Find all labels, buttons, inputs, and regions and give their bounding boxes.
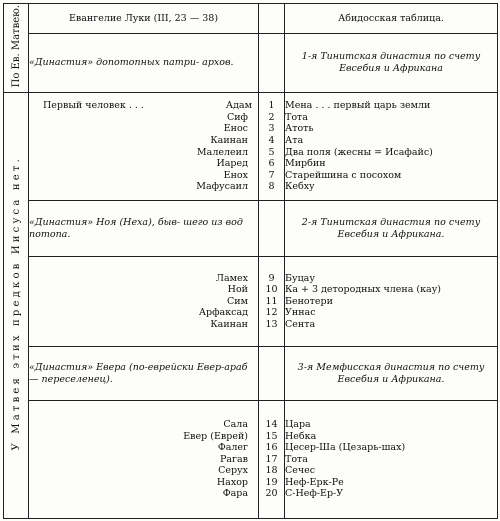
side-header	[4, 4, 29, 93]
section-row	[4, 347, 498, 401]
section-row	[4, 201, 498, 257]
king-name: С-Неф-Ер-У	[285, 488, 344, 500]
patriarch-name: Малелеил	[196, 146, 248, 158]
patriarch-name: Мафусаил	[196, 181, 248, 193]
patriarch-name: Арфаксад	[198, 307, 248, 319]
dynasty-heading-luke: «Династия» Евера (по-еврейски Евер-араб — переселенец).	[29, 347, 259, 401]
king-name: Старейшина с посохом	[285, 169, 402, 181]
list-lead: Первый человек . . .	[43, 100, 144, 112]
king-name: Цара	[285, 418, 311, 430]
king-name: Буцау	[285, 272, 315, 284]
header-row	[4, 4, 498, 34]
patriarch-name: Сим	[227, 295, 248, 307]
patriarch-name: Каинан	[210, 134, 248, 146]
patriarch-name: Серух	[218, 465, 248, 477]
king-name: Два поля (жесны = Исафайс)	[285, 146, 433, 158]
dynasty-heading-abydos: 2-я Тинитская династия по счету Евсебия и Африкана.	[285, 201, 498, 257]
patriarch-name: Енох	[223, 169, 248, 181]
luke-list	[29, 257, 259, 347]
patriarch-name: Фара	[222, 488, 248, 500]
number-header	[259, 4, 285, 34]
row-number: 12	[265, 307, 278, 319]
king-name: Неф-Ерк-Ре	[285, 476, 344, 488]
row-number: 17	[265, 453, 278, 465]
number-cell	[259, 34, 285, 93]
king-name: Тота	[285, 111, 308, 123]
row-number: 15	[265, 430, 278, 442]
abydos-list	[285, 257, 498, 347]
dynasty-heading-luke: «Династия» допотопных патри- архов.	[29, 34, 259, 93]
dynasty-heading-abydos: 3-я Мемфисская династия по счету Евсебия и Африкана.	[285, 347, 498, 401]
patriarch-name: Ной	[227, 284, 248, 296]
king-name: Ка + 3 детородных члена (кау)	[285, 284, 442, 296]
number-list	[259, 401, 285, 519]
number-cell	[259, 201, 285, 257]
row-number: 16	[265, 442, 278, 454]
luke-header: Евангелие Луки (III, 23 — 38)	[29, 4, 259, 34]
king-name: Атоть	[285, 123, 314, 135]
abydos-list	[285, 93, 498, 201]
patriarch-name: Рагав	[219, 453, 248, 465]
patriarch-name: Енос	[223, 123, 248, 135]
row-number: 8	[268, 181, 275, 193]
patriarch-name: Сала	[223, 418, 248, 430]
list-row	[4, 93, 498, 201]
patriarch-name: Фалег	[217, 442, 248, 454]
king-name: Небка	[285, 430, 317, 442]
patriarch-name: Адам	[225, 100, 252, 112]
row-number: 18	[265, 465, 278, 477]
row-number: 6	[268, 158, 275, 170]
list-item	[29, 100, 258, 112]
king-name: Уннас	[285, 307, 316, 319]
list-row	[4, 401, 498, 519]
dynasty-heading-luke: «Династия» Ноя (Неха), быв- шего из вод потопа.	[29, 201, 259, 257]
patriarch-name: Иаред	[216, 158, 248, 170]
patriarch-name: Нахор	[216, 476, 248, 488]
patriarch-name: Сиф	[226, 111, 248, 123]
king-name: Сента	[285, 318, 316, 330]
luke-list	[29, 401, 259, 519]
number-cell	[259, 347, 285, 401]
king-name: Мена . . . первый царь земли	[285, 100, 431, 112]
king-name: Сечес	[285, 465, 316, 477]
king-name: Цесер-Ша (Цезарь-шах)	[285, 442, 406, 454]
king-name: Ата	[285, 134, 304, 146]
dynasty-heading-abydos: 1-я Тинитская династия по счету Евсебия и Африкана	[285, 34, 498, 93]
king-name: Тота	[285, 453, 308, 465]
row-number: 7	[268, 169, 275, 181]
luke-list	[29, 93, 259, 201]
abydos-list	[285, 401, 498, 519]
patriarch-name: Каинан	[210, 318, 248, 330]
genealogy-table	[3, 3, 498, 519]
list-row	[4, 257, 498, 347]
number-list	[259, 257, 285, 347]
row-number: 1	[268, 100, 275, 112]
patriarch-name: Ламех	[216, 272, 248, 284]
king-name: Кебху	[285, 181, 315, 193]
number-list	[259, 93, 285, 201]
row-number: 20	[265, 488, 278, 500]
row-number: 11	[265, 295, 278, 307]
side-header-label: По Ев. Матвею.	[10, 4, 22, 88]
row-number: 13	[265, 318, 278, 330]
row-number: 19	[265, 476, 278, 488]
patriarch-name: Евер (Еврей)	[183, 430, 248, 442]
row-number: 3	[268, 123, 275, 135]
row-number: 9	[268, 272, 275, 284]
section-row	[4, 34, 498, 93]
abydos-header: Абидосская таблица.	[285, 4, 498, 34]
row-number: 2	[268, 111, 275, 123]
side-label-cell	[4, 93, 29, 519]
row-number: 14	[265, 418, 278, 430]
row-number: 5	[268, 146, 275, 158]
king-name: Мирбин	[285, 158, 326, 170]
side-label: У Матвея этих предков Иисуса нет.	[10, 156, 22, 451]
row-number: 4	[268, 134, 275, 146]
king-name: Бенотери	[285, 295, 333, 307]
row-number: 10	[265, 284, 278, 296]
